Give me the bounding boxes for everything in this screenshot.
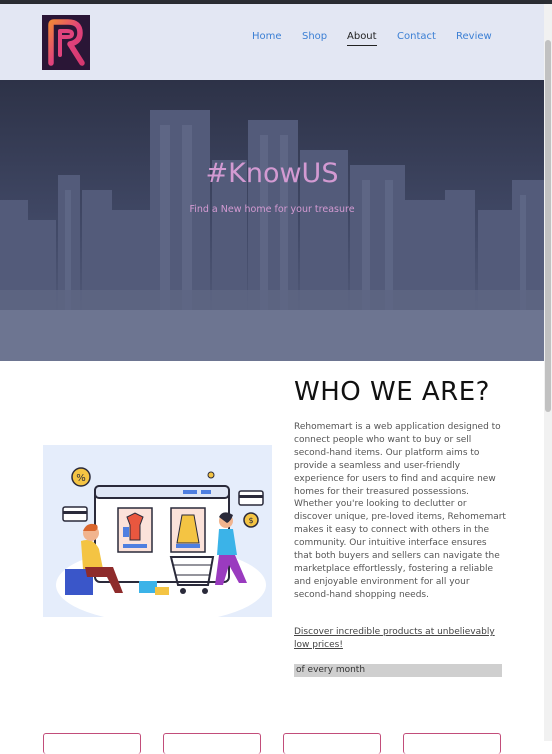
site-header: [0, 4, 544, 80]
about-description: Rehomemart is a web application designed to connect people who want to buy or sell second-hand items. Our platform aims to provide a seamless and user-friendly experience for users to find and acquire new homes for their treasured possessions. Whether you're looking to declutter or discover unique, pre-loved items, Rehomemart makes it easy to connect with others in the community. Our intuitive interface ensures that both buyers and sellers can navigate the marketplace effortlessly, fostering a reliable and enjoyable environment for all your second-hand shopping needs.: [294, 422, 506, 600]
discover-products-link[interactable]: Discover incredible products at unbelievably low prices!: [294, 627, 495, 650]
nav-about[interactable]: About: [347, 31, 377, 42]
review-card[interactable]: [43, 733, 141, 754]
review-card[interactable]: [403, 733, 501, 754]
nav-contact[interactable]: Contact: [397, 31, 436, 42]
rehomemart-logo[interactable]: [42, 15, 90, 70]
hero-banner: [0, 80, 544, 361]
marketplace-illustration: [43, 445, 272, 617]
hero-title: #KnowUS: [205, 158, 339, 189]
nav-home[interactable]: Home: [252, 31, 282, 42]
percent-badge-icon: %: [76, 473, 86, 484]
logo-r-icon: [42, 15, 90, 70]
nav-review[interactable]: Review: [456, 31, 492, 42]
dollar-badge-icon: $: [248, 516, 254, 525]
hero-subtitle: Find a New home for your treasure: [189, 204, 355, 215]
who-we-are-heading: WHO WE ARE?: [294, 377, 490, 407]
review-card[interactable]: [163, 733, 261, 754]
scrollbar-thumb[interactable]: [545, 40, 551, 412]
city-skyline-background: [0, 80, 544, 361]
every-month-banner: of every month: [294, 664, 502, 677]
review-card[interactable]: [283, 733, 381, 754]
nav-shop[interactable]: Shop: [302, 31, 328, 42]
